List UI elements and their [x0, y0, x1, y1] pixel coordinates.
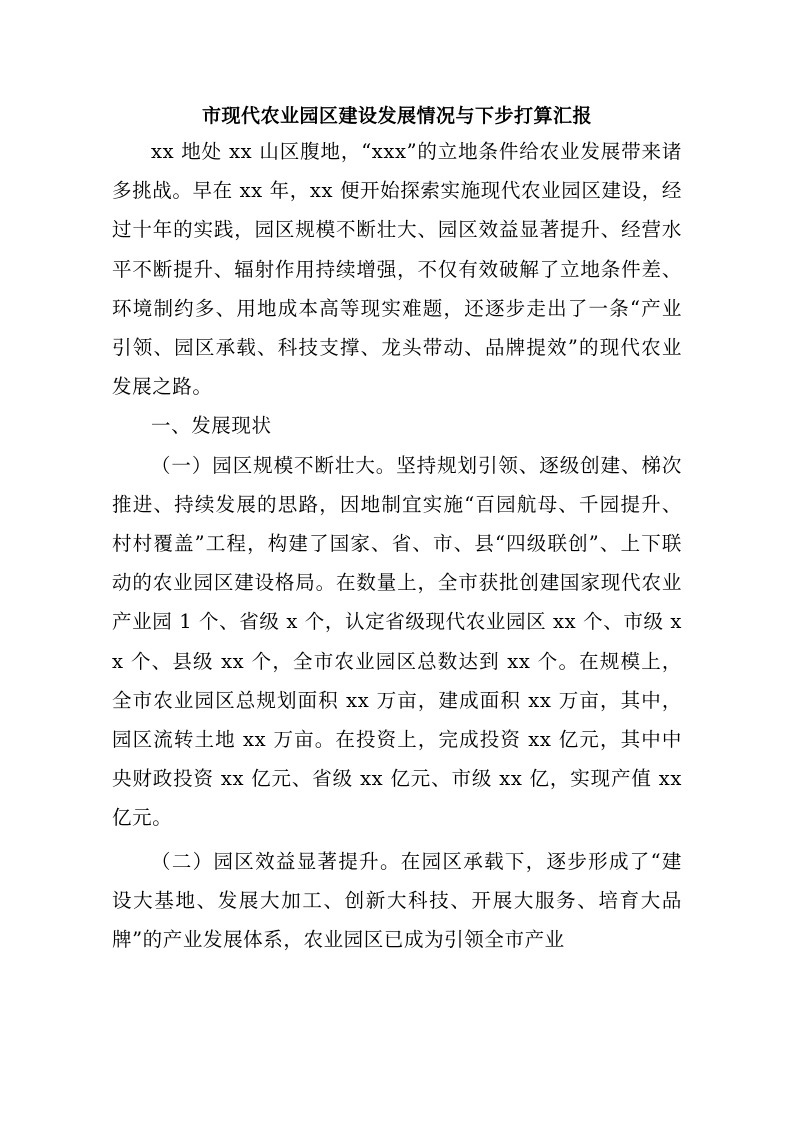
document-body	[112, 100, 682, 959]
subsection-paragraph-2: （二）园区效益显著提升。在园区承载下，逐步形成了“建设大基地、发展大加工、创新大科技、开展大服务、培育大品牌”的产业发展体系，农业园区已成为引领全市产业	[112, 849, 682, 952]
intro-paragraph: xx 地处 xx 山区腹地，“xxx”的立地条件给农业发展带来诸多挑战。早在 xx 年，xx 便开始探索实施现代农业园区建设，经过十年的实践，园区规模不断壮大、园区效益显著提升、经营水平不断提升、辐射作用持续增强，不仅有效破解了立地条件差、环境制约多、用地成本高等现实难题，还逐步走出了一条“产业引领、园区承载、科技支撑、龙头带动、品牌提效”的现代农业发展之路。	[112, 140, 682, 399]
section-heading-development-status: 一、发展现状	[151, 414, 272, 438]
document-title: 市现代农业园区建设发展情况与下步打算汇报	[201, 105, 592, 127]
subsection-paragraph-1: （一）园区规模不断壮大。坚持规划引领、逐级创建、梯次推进、持续发展的思路，因地制宜实施“百园航母、千园提升、村村覆盖”工程，构建了国家、省、市、县“四级联创”、上下联动的农业园区建设格局。在数量上，全市获批创建国家现代农业产业园 1 个、省级 x 个，认定省级现代农业园区 xx 个、市级 xx 个、县级 xx 个，全市农业园区总数达到 xx 个。在规模上，全市农业园区总规划面积 xx 万亩，建成面积 xx 万亩，其中，园区流转土地 xx 万亩。在投资上，完成投资 xx 亿元，其中中央财政投资 xx 亿元、省级 xx 亿元、市级 xx 亿，实现产值 xx 亿元。	[112, 453, 682, 830]
